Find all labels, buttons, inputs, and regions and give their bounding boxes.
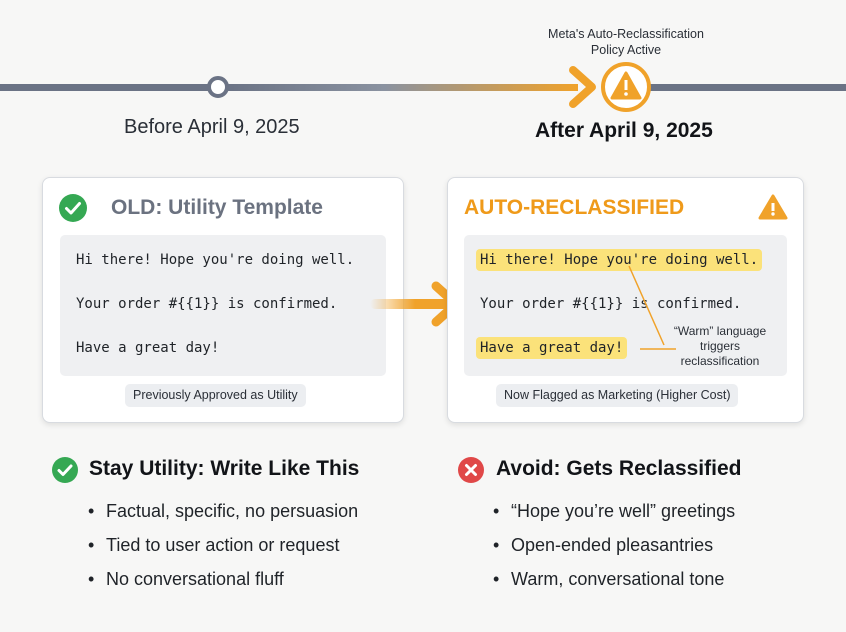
after-date-label: After April 9, 2025: [535, 119, 713, 142]
list-item: • Tied to user action or request: [88, 531, 358, 565]
highlighted-phrase: Hi there! Hope you're doing well.: [476, 249, 762, 271]
new-message-line-2: Your order #{{1}} is confirmed.: [480, 296, 742, 312]
list-item: • Open-ended pleasantries: [493, 531, 735, 565]
list-item: • Factual, specific, no persuasion: [88, 497, 358, 531]
old-message-line-1: Hi there! Hope you're doing well.: [76, 252, 355, 268]
warning-triangle-icon: [603, 64, 649, 110]
list-item: • Warm, conversational tone: [493, 565, 735, 599]
annotation-line-1: “Warm” language: [673, 324, 767, 338]
do-list: [88, 497, 358, 599]
annotation-line-2: triggers: [699, 339, 740, 353]
check-circle-icon: [59, 194, 87, 222]
policy-note-line-1: Meta's Auto-Reclassification: [548, 27, 704, 41]
list-item: • “Hope you’re well” greetings: [493, 497, 735, 531]
timeline-marker-before: [209, 78, 227, 96]
check-circle-icon: [52, 457, 78, 483]
new-card-title: AUTO-RECLASSIFIED: [464, 196, 685, 219]
old-card-title: OLD: Utility Template: [111, 196, 323, 219]
policy-note: [526, 26, 726, 58]
do-section-title: Stay Utility: Write Like This: [89, 457, 360, 480]
highlighted-phrase: Have a great day!: [476, 337, 627, 359]
warning-triangle-icon: [758, 194, 788, 220]
timeline-track-left: [0, 84, 210, 91]
annotation-line-3: reclassification: [680, 354, 760, 368]
timeline-track-right: [650, 84, 846, 91]
old-message-box: [60, 235, 386, 376]
old-template-card: [42, 177, 404, 423]
reclassified-template-card: [447, 177, 804, 423]
dont-section-title: Avoid: Gets Reclassified: [496, 457, 742, 480]
policy-note-line-2: Policy Active: [590, 43, 662, 57]
timeline-track-middle: [226, 84, 578, 91]
list-item: • No conversational fluff: [88, 565, 358, 599]
x-circle-icon: [458, 457, 484, 483]
old-message-line-2: Your order #{{1}} is confirmed.: [76, 296, 338, 312]
dont-list: [493, 497, 735, 599]
new-status-chip: Now Flagged as Marketing (Higher Cost): [496, 384, 738, 407]
old-status-chip: Previously Approved as Utility: [125, 384, 306, 407]
old-message-line-3: Have a great day!: [76, 340, 220, 356]
reclassification-annotation: [660, 324, 780, 369]
before-date-label: Before April 9, 2025: [124, 116, 300, 138]
